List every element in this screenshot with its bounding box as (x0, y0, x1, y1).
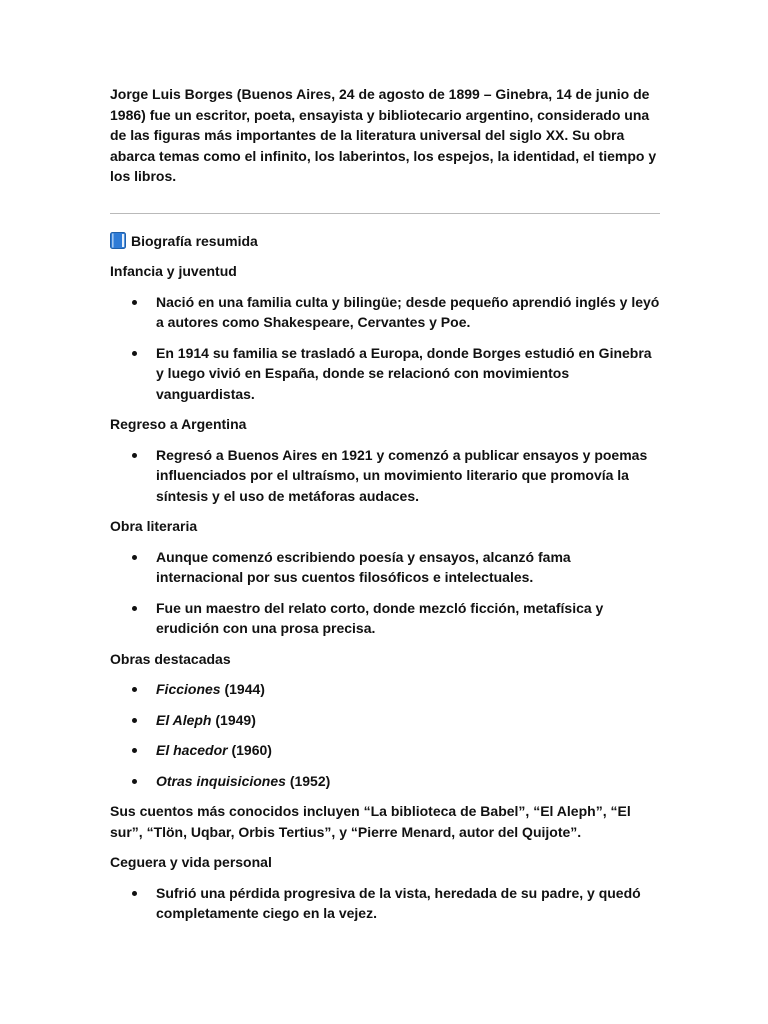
list-item-text: Regresó a Buenos Aires en 1921 y comenzó a publicar ensayos y poemas influenciados por el ultraísmo, un movimiento literario que promovía la síntesis y el uso de metáforas audaces. (156, 446, 648, 504)
bullet-dot (132, 779, 137, 784)
bullet-dot (132, 555, 137, 560)
obra-list (110, 547, 660, 639)
list-item (110, 343, 660, 405)
heading-regreso: Regreso a Argentina (110, 416, 247, 432)
list-item (110, 710, 660, 731)
list-item-text: En 1914 su familia se trasladó a Europa, donde Borges estudió en Ginebra y luego vivió en España, donde se relacionó con movimientos vanguardistas. (156, 344, 652, 402)
work-title: El Aleph (156, 711, 212, 728)
section-title-text: Biografía resumida (131, 232, 258, 249)
bullet-dot (132, 300, 137, 305)
bullet-dot (132, 748, 137, 753)
bullet-dot (132, 606, 137, 611)
list-item (110, 598, 660, 639)
blue-book-icon (110, 232, 126, 249)
list-item (110, 679, 660, 700)
list-item (110, 740, 660, 761)
heading-destacadas: Obras destacadas (110, 650, 231, 667)
document-body (110, 84, 660, 924)
infancia-list (110, 292, 660, 405)
work-year: (1944) (220, 681, 265, 697)
list-item (110, 292, 660, 333)
destacadas-list (110, 679, 660, 791)
heading-ceguera: Ceguera y vida personal (110, 854, 272, 870)
work-year: (1952) (285, 772, 331, 789)
intro-paragraph: Jorge Luis Borges (Buenos Aires, 24 de agosto de 1899 – Ginebra, 14 de junio de 1986) fue un escritor, poeta, ensayista y bibliotecario argentino, considerado una de las figuras más importantes de la literatura universal del siglo XX. Su obra abarca temas como el infinito, los laberintos, los espejos, la identidad, el tiempo y los libros. (110, 86, 657, 184)
work-year: (1949) (211, 711, 256, 728)
list-item (110, 547, 660, 588)
ceguera-list (110, 883, 660, 924)
regreso-list (110, 445, 660, 507)
work-title: Otras inquisiciones (156, 772, 286, 789)
heading-infancia: Infancia y juventud (110, 263, 237, 279)
bullet-dot (132, 453, 137, 458)
list-item (110, 883, 660, 924)
heading-obra: Obra literaria (110, 518, 198, 534)
list-item (110, 771, 660, 792)
list-item-text: Nació en una familia culta y bilingüe; desde pequeño aprendió inglés y leyó a autores como Shakespeare, Cervantes y Poe. (156, 293, 660, 330)
horizontal-divider (110, 213, 660, 214)
bullet-dot (132, 351, 137, 356)
list-item-text: Fue un maestro del relato corto, donde mezcló ficción, metafísica y erudición con una prosa precisa. (156, 599, 604, 636)
list-item-text: Aunque comenzó escribiendo poesía y ensayos, alcanzó fama internacional por sus cuentos filosóficos e intelectuales. (156, 548, 571, 585)
list-item (110, 445, 660, 507)
work-year: (1960) (227, 742, 272, 758)
work-title: Ficciones (156, 681, 221, 697)
bullet-dot (132, 891, 137, 896)
list-item-text: Sufrió una pérdida progresiva de la vista, heredada de su padre, y quedó completamente ciego en la vejez. (156, 884, 641, 921)
destacadas-note: Sus cuentos más conocidos incluyen “La biblioteca de Babel”, “El Aleph”, “El sur”, “Tlön, Uqbar, Orbis Tertius”, y “Pierre Menard, autor del Quijote”. (110, 803, 631, 840)
section-title (110, 231, 660, 252)
bullet-dot (132, 718, 137, 723)
bullet-dot (132, 687, 137, 692)
work-title: El hacedor (156, 742, 228, 758)
